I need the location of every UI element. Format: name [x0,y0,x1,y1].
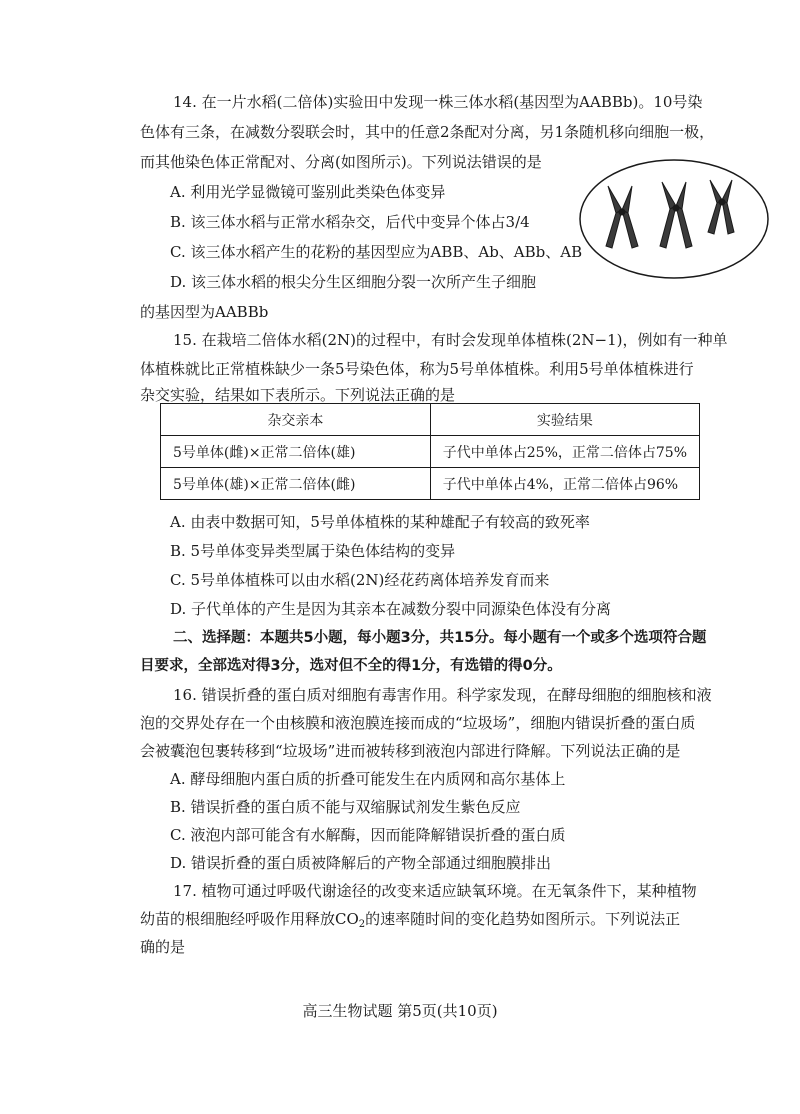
table-cell: 5号单体(雌)×正常二倍体(雄) [161,436,431,468]
q17-stem-line-3: 确的是 [140,938,186,956]
chromosome-pair-1 [606,186,638,248]
q14-option-b: B. 该三体水稻与正常水稻杂交，后代中变异个体占3/4 [170,213,530,231]
co2-subscript: 2 [358,919,366,930]
q16-option-a: A. 酵母细胞内蛋白质的折叠可能发生在内质网和高尔基体上 [170,770,566,788]
q16-option-b: B. 错误折叠的蛋白质不能与双缩脲试剂发生紫色反应 [170,798,521,816]
q14-option-a: A. 利用光学显微镜可鉴别此类染色体变异 [170,183,446,201]
q16-stem-line-3: 会被囊泡包裹转移到“垃圾场”进而被转移到液泡内部进行降解。下列说法正确的是 [140,742,681,760]
q16-stem-line-1: 16. 错误折叠的蛋白质对细胞有毒害作用。科学家发现，在酵母细胞的细胞核和液 [173,686,712,704]
q15-option-c: C. 5号单体植株可以由水稻(2N)经花药离体培养发育而来 [170,571,550,589]
q15-stem-line-1: 15. 在栽培二倍体水稻(2N)的过程中，有时会发现单体植株(2N−1)，例如有一种单 [173,331,728,349]
q15-option-d: D. 子代单体的产生是因为其亲本在减数分裂中同源染色体没有分离 [170,600,612,618]
table-cell: 子代中单体占4%，正常二倍体占96% [430,468,699,500]
table-row [161,436,700,468]
q14-option-d-cont: 的基因型为AABBb [140,303,269,321]
q16-stem-line-2: 泡的交界处存在一个由核膜和液泡膜连接而成的“垃圾场”，细胞内错误折叠的蛋白质 [140,714,696,732]
q16-option-c: C. 液泡内部可能含有水解酶，因而能降解错误折叠的蛋白质 [170,826,566,844]
q15-stem-line-2: 体植株就比正常植株缺少一条5号染色体，称为5号单体植株。利用5号单体植株进行 [140,360,694,378]
table-row [161,468,700,500]
q17-stem-line-2 [140,909,680,929]
q14-option-c: C. 该三体水稻产生的花粉的基因型应为ABB、Ab、ABb、AB [170,243,583,261]
chromosome-pair-3 [708,180,734,234]
section-2-heading: 二、选择题：本题共5小题，每小题3分，共15分。每小题有一个或多个选项符合题 [173,630,707,646]
q17-stem-text: 幼苗的根细胞经呼吸作用释放CO [140,910,359,928]
table-header: 实验结果 [430,404,699,436]
q17-stem-line-1: 17. 植物可通过呼吸代谢途径的改变来适应缺氧环境。在无氧条件下，某种植物 [173,882,697,900]
table-cell: 子代中单体占25%，正常二倍体占75% [430,436,699,468]
q15-stem-line-3: 杂交实验，结果如下表所示。下列说法正确的是 [140,386,456,404]
q16-option-d: D. 错误折叠的蛋白质被降解后的产物全部通过细胞膜排出 [170,854,552,872]
table-cell: 5号单体(雄)×正常二倍体(雌) [161,468,431,500]
q17-stem-text: 的速率随时间的变化趋势如图所示。下列说法正 [365,910,681,928]
q15-option-b: B. 5号单体变异类型属于染色体结构的变异 [170,542,456,560]
q15-option-a: A. 由表中数据可知，5号单体植株的某种雄配子有较高的致死率 [170,513,590,531]
q14-option-d: D. 该三体水稻的根尖分生区细胞分裂一次所产生子细胞 [170,273,537,291]
chromosome-pair-2 [660,182,692,248]
hybridization-table [160,403,700,500]
page-footer: 高三生物试题 第5页(共10页) [302,1002,498,1020]
table-header-row [161,404,700,436]
cell-outline [580,160,768,278]
section-2-heading-cont: 目要求，全部选对得3分，选对但不全的得1分，有选错的得0分。 [140,658,562,674]
q14-stem-line-1: 14. 在一片水稻(二倍体)实验田中发现一株三体水稻(基因型为AABBb)。10号染 [173,93,703,111]
trisomy-meiosis-figure [578,158,770,280]
table-header: 杂交亲本 [161,404,431,436]
q14-stem-line-2: 色体有三条，在减数分裂联会时，其中的任意2条配对分离，另1条随机移向细胞一极， [140,123,715,141]
q14-stem-line-3: 而其他染色体正常配对、分离(如图所示)。下列说法错误的是 [140,153,542,171]
